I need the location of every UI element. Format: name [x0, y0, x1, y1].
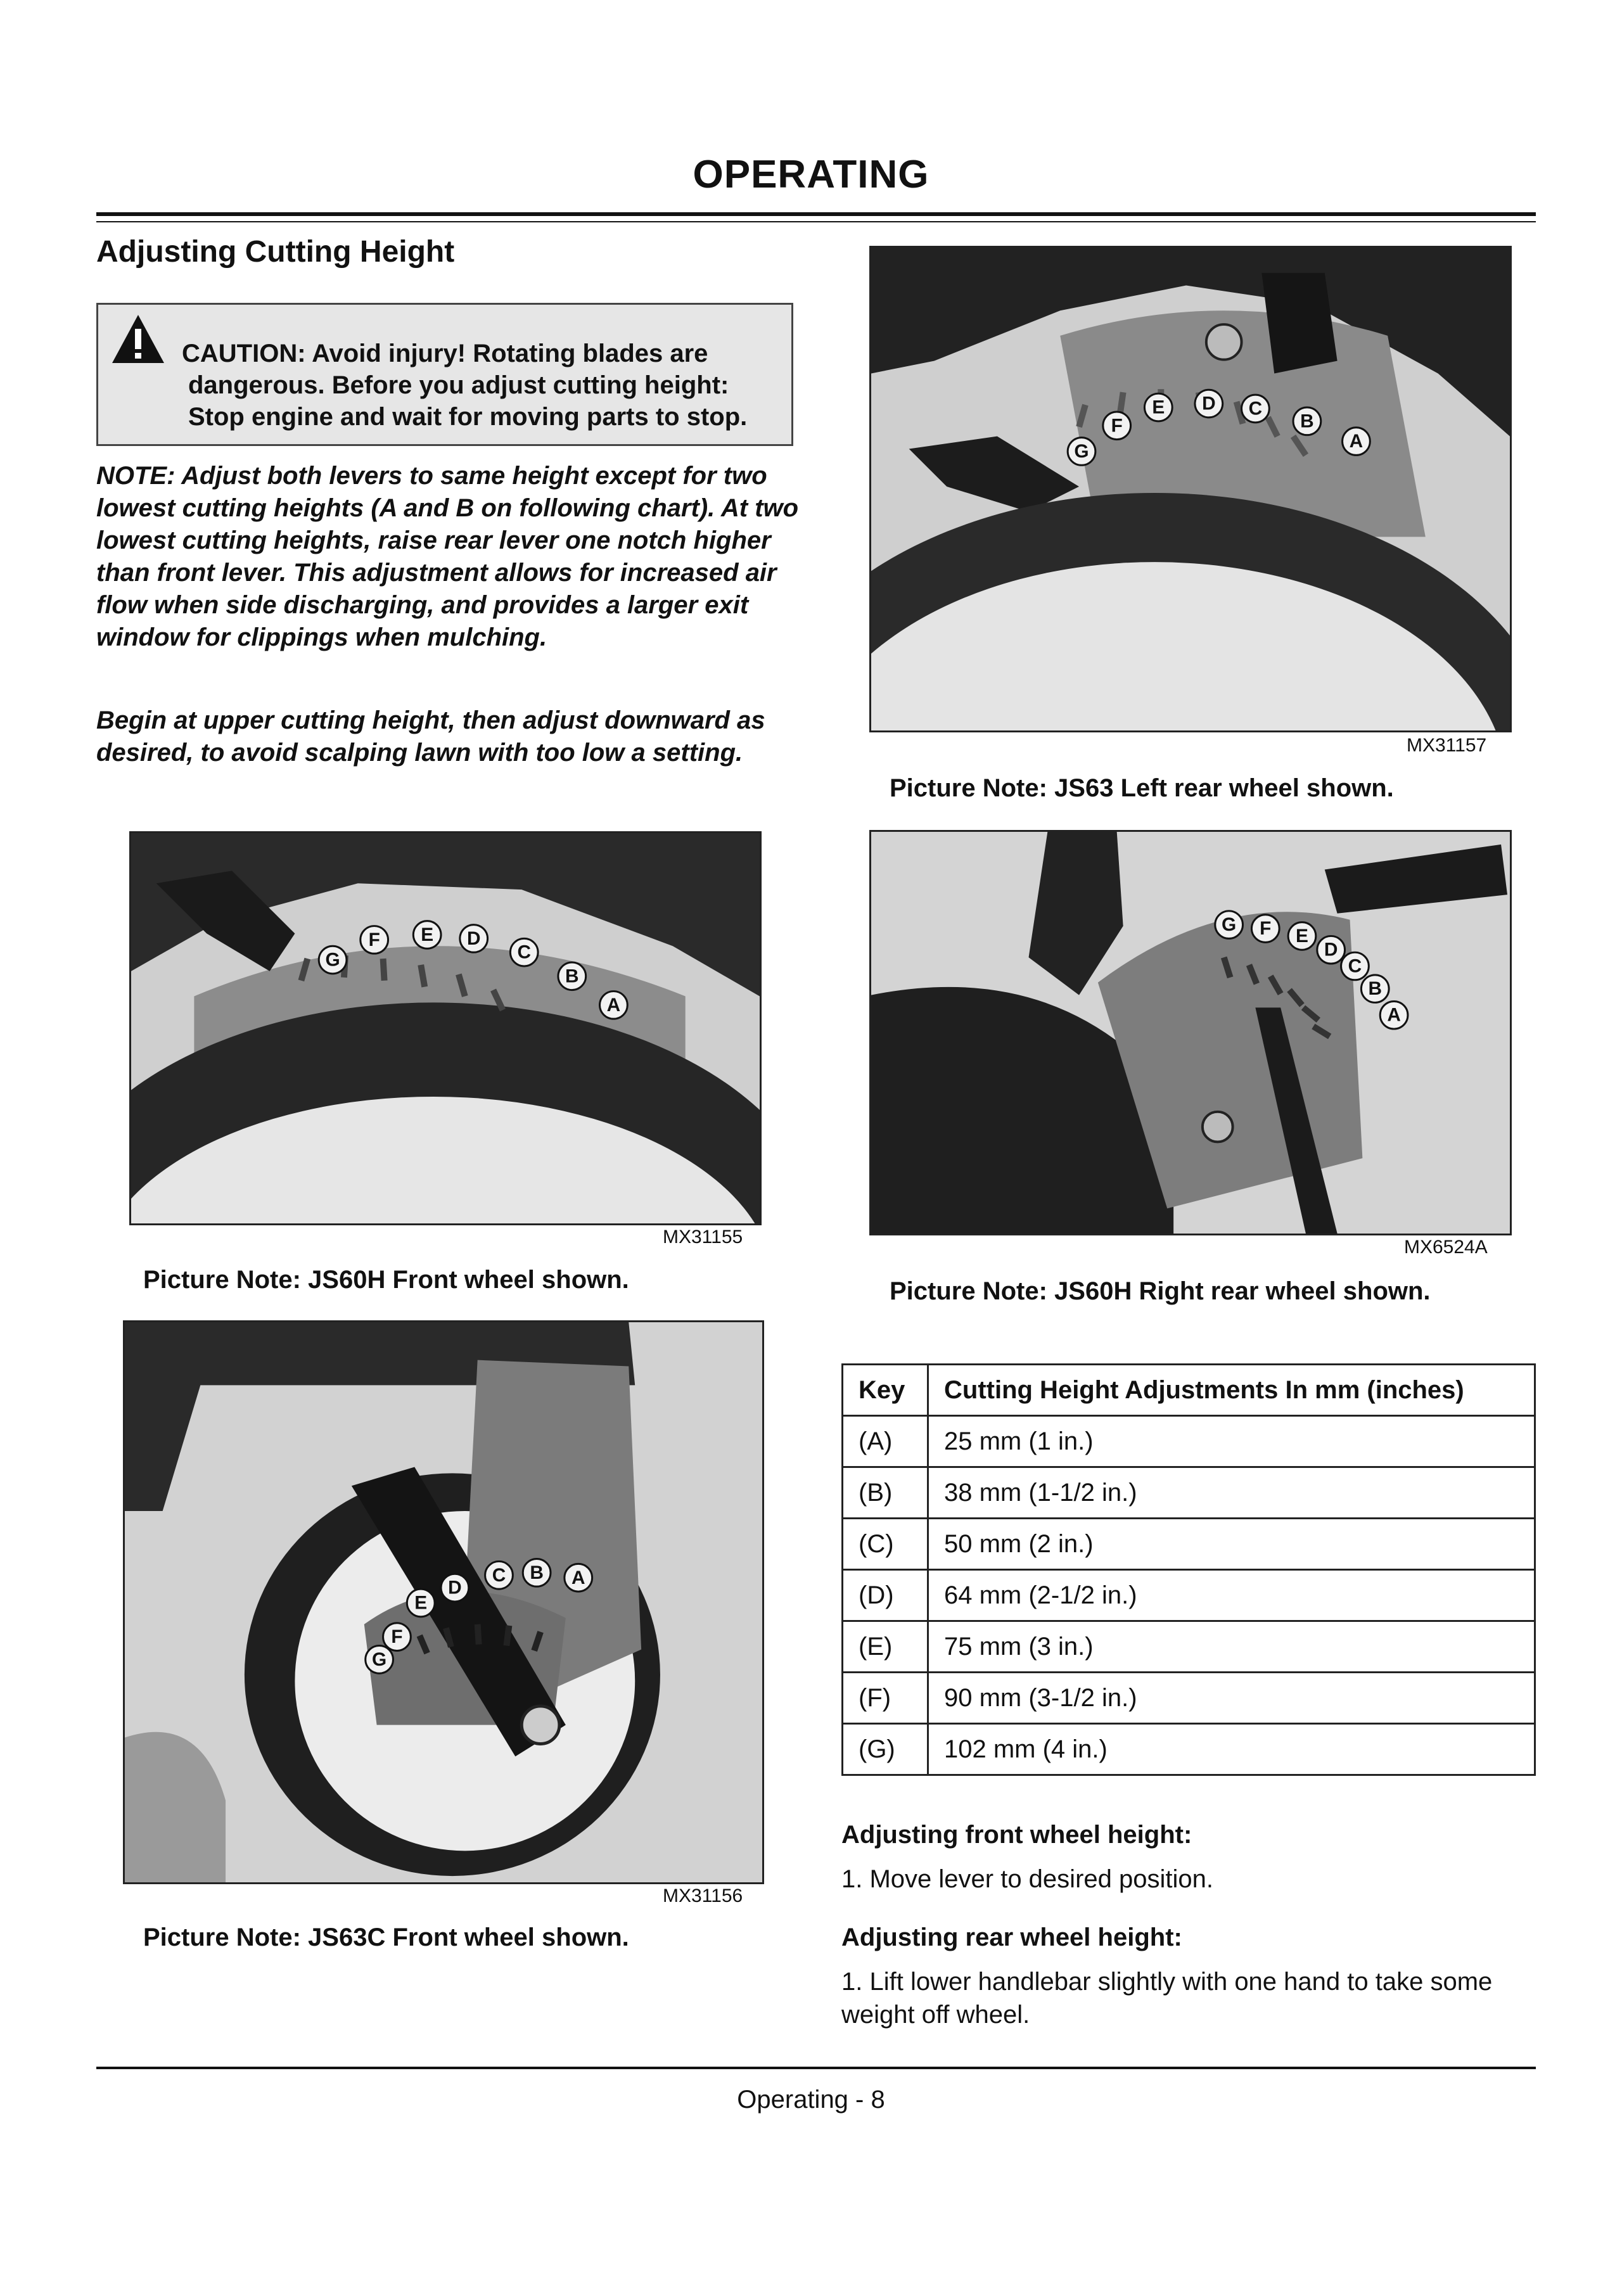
- label-b: B: [565, 966, 579, 987]
- table-cell-value: 25 mm (1 in.): [928, 1416, 1535, 1467]
- cutting-height-table: [841, 1363, 1536, 1776]
- table-row: [843, 1416, 1535, 1467]
- header-rule-thin: [96, 221, 1536, 222]
- label-e: E: [421, 924, 434, 945]
- page-footer: Operating - 8: [737, 2086, 885, 2114]
- figure-id-mx31156: MX31156: [663, 1885, 743, 1906]
- table-cell-value: 75 mm (3 in.): [928, 1621, 1535, 1673]
- front-wheel-step-1: 1. Move lever to desired position.: [841, 1865, 1213, 1893]
- table-cell-key: (C): [843, 1519, 928, 1570]
- table-cell-value: 90 mm (3-1/2 in.): [928, 1673, 1535, 1724]
- table-cell-key: (G): [843, 1724, 928, 1775]
- picture-note-js60h-front: Picture Note: JS60H Front wheel shown.: [143, 1266, 629, 1294]
- figure-id-mx6524a: MX6524A: [1404, 1237, 1488, 1258]
- section-title: Adjusting Cutting Height: [96, 235, 455, 269]
- table-cell-value: 64 mm (2-1/2 in.): [928, 1570, 1535, 1621]
- table-cell-value: 50 mm (2 in.): [928, 1519, 1535, 1570]
- table-row: [843, 1621, 1535, 1673]
- right-rear-wheel-photo: [871, 832, 1510, 1234]
- label-b: B: [530, 1562, 544, 1583]
- label-c: C: [1248, 398, 1263, 419]
- warning-triangle-icon: [111, 314, 165, 364]
- note-adjust-levers: NOTE: Adjust both levers to same height except for two lowest cutting heights (A and B on following chart). At two lowest cutting heights, raise rear lever one notch higher than front lever. This adjustment allows for increased air flow when side discharging, and provides a larger exit window for clippings when mulching.: [96, 462, 799, 651]
- table-cell-key: (D): [843, 1570, 928, 1621]
- figure-js63c-front-wheel: [123, 1320, 764, 1884]
- note-begin-upper: Begin at upper cutting height, then adjust downward as desired, to avoid scalping lawn with too low a setting.: [96, 706, 765, 767]
- label-c: C: [517, 941, 532, 963]
- label-g: G: [325, 949, 340, 971]
- picture-note-right-rear: Picture Note: JS60H Right rear wheel shown.: [890, 1277, 1431, 1305]
- table-row: [843, 1724, 1535, 1775]
- figure-left-rear-wheel: [869, 246, 1512, 732]
- figure-id-mx31157: MX31157: [1407, 735, 1487, 756]
- table-row: [843, 1570, 1535, 1621]
- table-cell-key: (A): [843, 1416, 928, 1467]
- label-g: G: [372, 1649, 387, 1670]
- caution-line-3: Stop engine and wait for moving parts to stop.: [188, 403, 748, 431]
- label-e: E: [1296, 925, 1308, 947]
- label-a: A: [571, 1567, 585, 1588]
- caution-line-1: CAUTION: Avoid injury! Rotating blades are: [182, 340, 708, 367]
- table-row: [843, 1519, 1535, 1570]
- label-f: F: [368, 929, 380, 950]
- picture-note-left-rear: Picture Note: JS63 Left rear wheel shown.: [890, 774, 1394, 802]
- label-g: G: [1074, 440, 1089, 462]
- label-e: E: [1152, 397, 1165, 418]
- label-e: E: [414, 1592, 428, 1614]
- figure-right-rear-wheel: [869, 830, 1512, 1235]
- figure-js60h-front-wheel: [129, 831, 762, 1225]
- table-row: [843, 1467, 1535, 1519]
- header-rule: [96, 212, 1536, 216]
- page-title: OPERATING: [693, 153, 929, 196]
- caution-line-2: dangerous. Before you adjust cutting height:: [188, 371, 729, 399]
- label-a: A: [1349, 431, 1363, 452]
- figure-id-mx31155: MX31155: [663, 1227, 743, 1247]
- label-f: F: [391, 1626, 403, 1648]
- table-header-adjustment: Cutting Height Adjustments In mm (inches): [928, 1365, 1535, 1416]
- label-d: D: [448, 1577, 462, 1598]
- caution-box: [96, 303, 793, 446]
- table-cell-key: (E): [843, 1621, 928, 1673]
- js63c-front-wheel-photo: [125, 1322, 762, 1882]
- footer-rule: [96, 2067, 1536, 2069]
- table-cell-value: 102 mm (4 in.): [928, 1724, 1535, 1775]
- label-b: B: [1368, 978, 1383, 1000]
- label-c: C: [1348, 955, 1362, 977]
- label-f: F: [1111, 415, 1123, 437]
- table-header-row: [843, 1365, 1535, 1416]
- table-cell-key: (B): [843, 1467, 928, 1519]
- front-wheel-heading: Adjusting front wheel height:: [841, 1821, 1192, 1849]
- js60h-front-wheel-photo: [131, 833, 760, 1223]
- table-row: [843, 1673, 1535, 1724]
- label-b: B: [1300, 411, 1314, 432]
- label-a: A: [1387, 1004, 1401, 1026]
- label-c: C: [492, 1564, 506, 1586]
- table-cell-value: 38 mm (1-1/2 in.): [928, 1467, 1535, 1519]
- table-header-key: Key: [843, 1365, 928, 1416]
- label-f: F: [1260, 918, 1272, 940]
- label-g: G: [1222, 914, 1237, 936]
- left-rear-wheel-photo: [871, 248, 1510, 730]
- label-d: D: [1202, 393, 1216, 414]
- label-a: A: [606, 994, 621, 1016]
- label-d: D: [1324, 939, 1338, 960]
- rear-wheel-step-1: 1. Lift lower handlebar slightly with one hand to take some weight off wheel.: [841, 1968, 1493, 2029]
- picture-note-js63c-front: Picture Note: JS63C Front wheel shown.: [143, 1923, 629, 1951]
- rear-wheel-heading: Adjusting rear wheel height:: [841, 1923, 1182, 1951]
- table-cell-key: (F): [843, 1673, 928, 1724]
- label-d: D: [466, 928, 481, 949]
